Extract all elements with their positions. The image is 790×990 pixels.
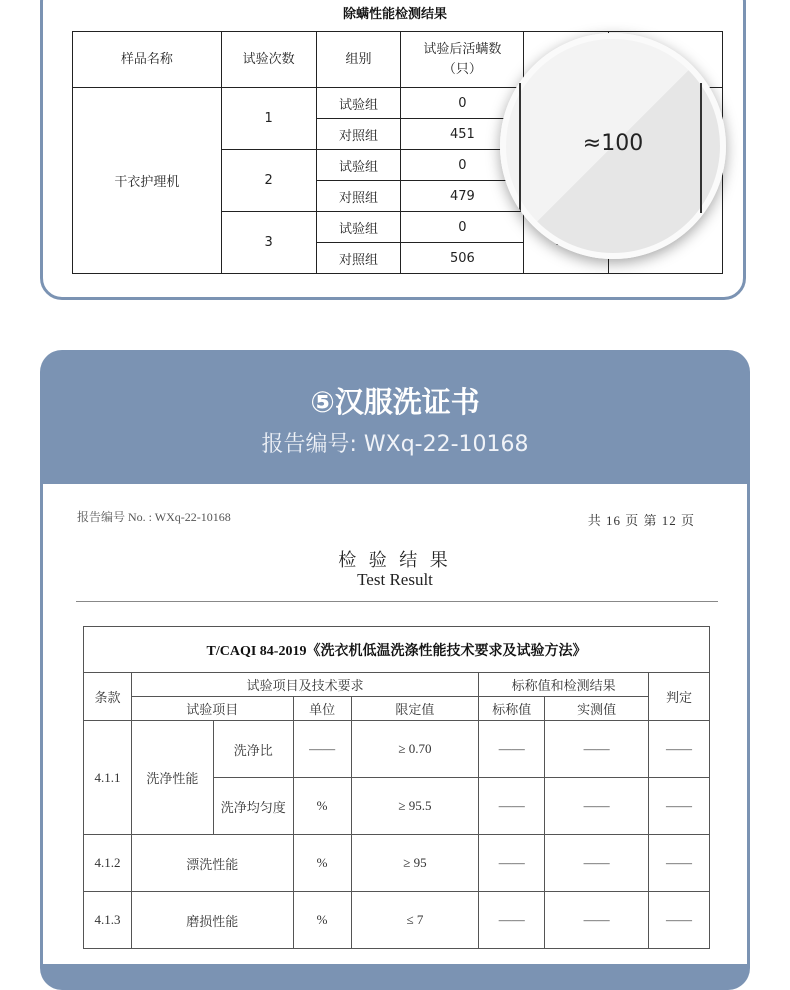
measured-cell: ——: [545, 721, 649, 778]
group-cell: 对照组: [316, 119, 401, 150]
header-unit: 单位: [293, 697, 351, 721]
doc-divider: [76, 601, 718, 602]
unit-cell: ——: [293, 721, 351, 778]
standard-title: T/CAQI 84-2019《洗衣机低温洗涤性能技术要求及试验方法》: [84, 627, 710, 673]
subitem-cell: 洗净比: [213, 721, 293, 778]
header-values-group: 标称值和检测结果: [479, 673, 649, 697]
count-cell: 506: [401, 243, 524, 274]
measured-cell: ——: [545, 892, 649, 949]
judge-cell: ——: [649, 721, 710, 778]
unit-cell: %: [293, 778, 351, 835]
table1-title: 除螨性能检测结果: [342, 7, 447, 22]
header-live-mites-line1: 试验后活螨数: [423, 41, 502, 57]
section-title: ⑤汉服洗证书: [310, 385, 480, 419]
header-live-mites: [401, 32, 524, 88]
unit-cell: %: [293, 835, 351, 892]
trial-no-cell: 1: [221, 88, 316, 150]
magnifier-lens: [500, 33, 726, 259]
header-limit: 限定值: [351, 697, 479, 721]
measured-cell: ——: [545, 835, 649, 892]
header-group: 组别: [316, 32, 401, 88]
clause-cell: 4.1.2: [84, 835, 132, 892]
limit-cell: ≤ 7: [351, 892, 479, 949]
clause-cell: 4.1.1: [84, 721, 132, 835]
count-cell: 0: [401, 212, 524, 243]
header-item: 试验项目: [131, 697, 293, 721]
doc-title-cn: 检 验 结 果: [338, 550, 452, 570]
group-cell: 对照组: [316, 243, 401, 274]
header-clause: 条款: [84, 673, 132, 721]
group-cell: 试验组: [316, 150, 401, 181]
subitem-cell: 洗净均匀度: [213, 778, 293, 835]
header-sample-name: 样品名称: [73, 32, 222, 88]
limit-cell: ≥ 0.70: [351, 721, 479, 778]
count-cell: 0: [401, 150, 524, 181]
doc-title-en: Test Result: [357, 570, 433, 589]
count-cell: 0: [401, 88, 524, 119]
judge-cell: ——: [649, 892, 710, 949]
nominal-cell: ——: [479, 778, 545, 835]
doc-report-number: 报告编号 No. : WXq-22-10168: [77, 510, 231, 524]
header-nominal: 标称值: [479, 697, 545, 721]
group-cell: 试验组: [316, 212, 401, 243]
section-report-number: 报告编号: WXq-22-10168: [261, 432, 529, 457]
clause-cell: 4.1.3: [84, 892, 132, 949]
test-result-table: [83, 626, 710, 949]
limit-cell: ≥ 95.5: [351, 778, 479, 835]
trial-no-cell: 2: [221, 150, 316, 212]
judge-cell: ——: [649, 835, 710, 892]
unit-cell: %: [293, 892, 351, 949]
header-live-mites-unit: （只）: [442, 61, 482, 77]
judge-cell: ——: [649, 778, 710, 835]
magnified-removal-rate: ≈100: [582, 131, 644, 156]
item-cell: 磨损性能: [131, 892, 293, 949]
header-judge: 判定: [649, 673, 710, 721]
header-trial-count: 试验次数: [221, 32, 316, 88]
trial-no-cell: 3: [221, 212, 316, 274]
count-cell: 479: [401, 181, 524, 212]
group-cell: 试验组: [316, 88, 401, 119]
limit-cell: ≥ 95: [351, 835, 479, 892]
nominal-cell: ——: [479, 835, 545, 892]
header-items-group: 试验项目及技术要求: [131, 673, 478, 697]
nominal-cell: ——: [479, 892, 545, 949]
item-cell: 洗净性能: [131, 721, 213, 835]
group-cell: 对照组: [316, 181, 401, 212]
sample-name-cell: 干衣护理机: [73, 88, 222, 274]
header-measured: 实测值: [545, 697, 649, 721]
count-cell: 451: [401, 119, 524, 150]
doc-page-indicator: 共 16 页 第 12 页: [587, 513, 695, 528]
nominal-cell: ——: [479, 721, 545, 778]
item-cell: 漂洗性能: [131, 835, 293, 892]
measured-cell: ——: [545, 778, 649, 835]
